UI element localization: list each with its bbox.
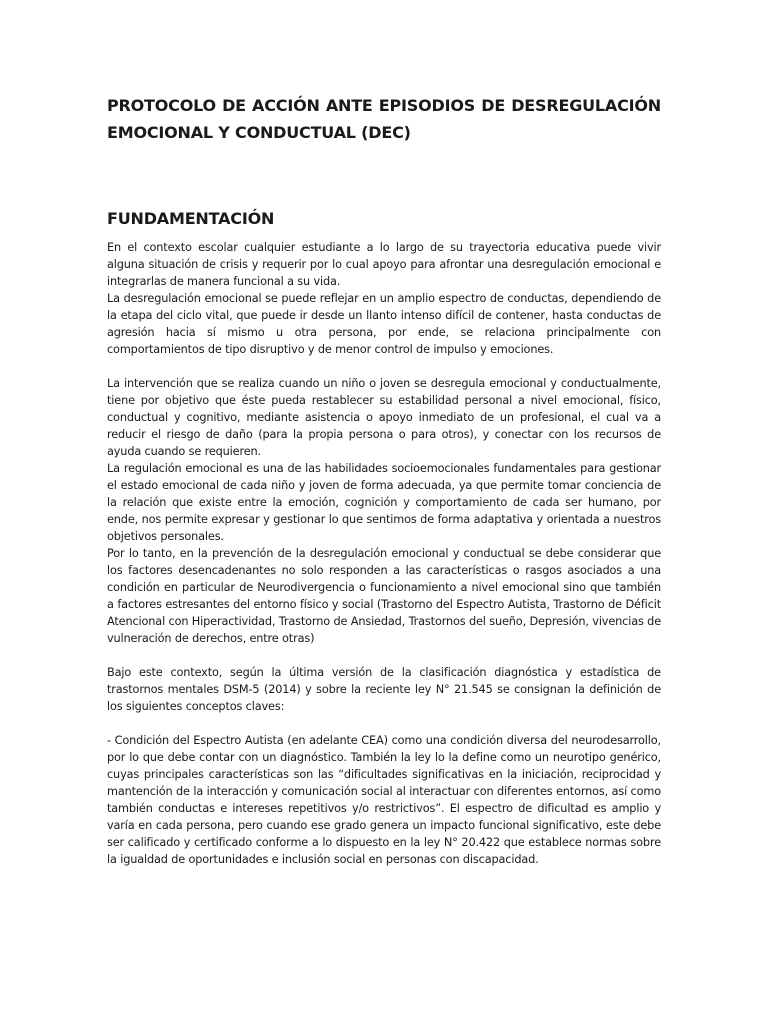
- paragraph: - Condición del Espectro Autista (en adelante CEA) como una condición diversa del neurodesarrollo, por lo que debe contar con un diagnóstico. También la ley lo la define como un neurotipo genérico, cuyas principales características son las “dificultades significativas en la iniciación, reciprocidad y mantención de la interacción y comunicación social al interactuar con diferentes entornos, así como también conductas e intereses repetitivos y/o restrictivos”. El espectro de dificultad es amplio y varía en cada persona, pero cuando ese grado genera un impacto funcional significativo, este debe ser calificado y certificado conforme a lo dispuesto en la ley N° 20.422 que establece normas sobre la igualdad de oportunidades e inclusión social en personas con discapacidad.: [107, 734, 661, 866]
- document-page: [107, 92, 661, 868]
- section-heading-fundamentacion: FUNDAMENTACIÓN: [107, 209, 275, 228]
- paragraph-spacer: [107, 358, 661, 375]
- document-body: [107, 239, 661, 868]
- paragraph: La intervención que se realiza cuando un niño o joven se desregula emocional y conductualmente, tiene por objetivo que éste pueda restablecer su estabilidad personal a nivel emocional, físico, conductual y cognitivo, mediante asistencia o apoyo inmediato de un profesional, el cual va a reducir el riesgo de daño (para la propia persona o para otros), y conectar con los recursos de ayuda cuando se requieren.: [107, 377, 661, 458]
- paragraph: En el contexto escolar cualquier estudiante a lo largo de su trayectoria educativa puede vivir alguna situación de crisis y requerir por lo cual apoyo para afrontar una desregulación emocional e integrarlas de manera funcional a su vida.: [107, 241, 661, 288]
- paragraph: Bajo este contexto, según la última versión de la clasificación diagnóstica y estadística de trastornos mentales DSM-5 (2014) y sobre la reciente ley N° 21.545 se consignan la definición de los siguientes conceptos claves:: [107, 666, 661, 713]
- paragraph: Por lo tanto, en la prevención de la desregulación emocional y conductual se debe considerar que los factores desencadenantes no solo responden a las características o rasgos asociados a una condición en particular de Neurodivergencia o funcionamiento a nivel emocional sino que también a factores estresantes del entorno físico y social (Trastorno del Espectro Autista, Trastorno de Déficit Atencional con Hiperactividad, Trastorno de Ansiedad, Trastornos del sueño, Depresión, vivencias de vulneración de derechos, entre otras): [107, 547, 661, 645]
- paragraph: La regulación emocional es una de las habilidades socioemocionales fundamentales para gestionar el estado emocional de cada niño y joven de forma adecuada, ya que permite tomar conciencia de la relación que existe entre la emoción, cognición y comportamiento de cada ser humano, por ende, nos permite expresar y gestionar lo que sentimos de forma adaptativa y orientada a nuestros objetivos personales.: [107, 462, 661, 543]
- paragraph-spacer: [107, 715, 661, 732]
- document-title: PROTOCOLO DE ACCIÓN ANTE EPISODIOS DE DESREGULACIÓN EMOCIONAL Y CONDUCTUAL (DEC): [107, 96, 661, 142]
- paragraph-spacer: [107, 647, 661, 664]
- paragraph: La desregulación emocional se puede reflejar en un amplio espectro de conductas, dependiendo de la etapa del ciclo vital, que puede ir desde un llanto intenso difícil de contener, hasta conductas de agresión hacia sí mismo u otra persona, por ende, se relaciona principalmente con comportamientos de tipo disruptivo y de menor control de impulso y emociones.: [107, 292, 661, 356]
